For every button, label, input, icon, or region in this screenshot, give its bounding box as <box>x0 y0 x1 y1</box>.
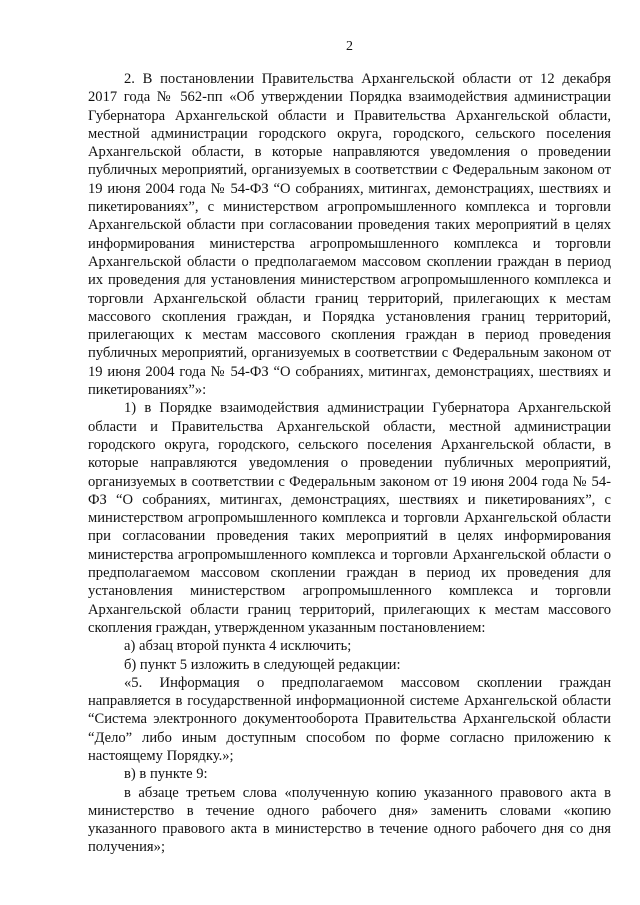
document-body <box>88 70 611 857</box>
paragraph-subitem-1: 1) в Порядке взаимодействия администрации Губернатора Архангельской области и Правительства Архангельской области, местной администрации городского округа, городского, сельского поселения Архангельской области, в которые направляются уведомления о проведении публичных мероприятий, организуемых в соответствии с Федеральным законом от 19 июня 2004 года № 54-ФЗ “О собраниях, митингах, демонстрациях, шествиях и пикетированиях”, с министерством агропромышленного комплекса и торговли Архангельской области при согласовании проведения таких мероприятий в целях информирования министерства агропромышленного комплекса и торговли Архангельской области о предполагаемом массовом скоплении граждан в период их проведения для установления министерством агропромышленного комплекса и торговли Архангельской области границ территорий, прилегающих к местам массового скопления граждан, утвержденном указанным постановлением: <box>88 400 611 636</box>
page-number: 2 <box>346 39 353 54</box>
paragraph-item-2: 2. В постановлении Правительства Архангельской области от 12 декабря 2017 года № 562-пп «Об утверждении Порядка взаимодействия администрации Губернатора Архангельской области и Правительства Архангельской области, местной администрации городского округа, городского, сельского поселения Архангельской области, в которые направляются уведомления о проведении публичных мероприятий, организуемых в соответствии с Федеральным законом от 19 июня 2004 года № 54-ФЗ “О собраниях, митингах, демонстрациях, шествиях и пикетированиях”, с министерством агропромышленного комплекса и торговли Архангельской области при согласовании проведения таких мероприятий в целях информирования министерства агропромышленного комплекса и торговли Архангельской области о предполагаемом массовом скоплении граждан в период их проведения для установления министерством агропромышленного комплекса и торговли Архангельской области границ территорий, прилегающих к местам массового скопления граждан, и Порядка установления границ территорий, прилегающих к местам массового скопления граждан в период проведения публичных мероприятий, организуемых в соответствии с Федеральным законом от 19 июня 2004 года № 54-ФЗ “О собраниях, митингах, демонстрациях, шествиях и пикетированиях”»: <box>88 71 611 399</box>
paragraph-subitem-b: б) пункт 5 изложить в следующей редакции: <box>124 656 401 673</box>
paragraph-subitem-a: а) абзац второй пункта 4 исключить; <box>124 638 352 655</box>
paragraph-third-abzac: в абзаце третьем слова «полученную копию указанного правового акта в министерство в течение одного рабочего дня» заменить словами «копию указанного правового акта в министерство в течение одного рабочего дня со дня получения»; <box>88 784 611 856</box>
paragraph-new-point-5: «5. Информация о предполагаемом массовом скоплении граждан направляется в государственной информационной системе Архангельской области “Система электронного документооборота Правительства Архангельской области “Дело” либо иным доступным способом по форме согласно приложению к настоящему Порядку.»; <box>88 674 611 764</box>
paragraph-subitem-v: в) в пункте 9: <box>124 766 208 783</box>
